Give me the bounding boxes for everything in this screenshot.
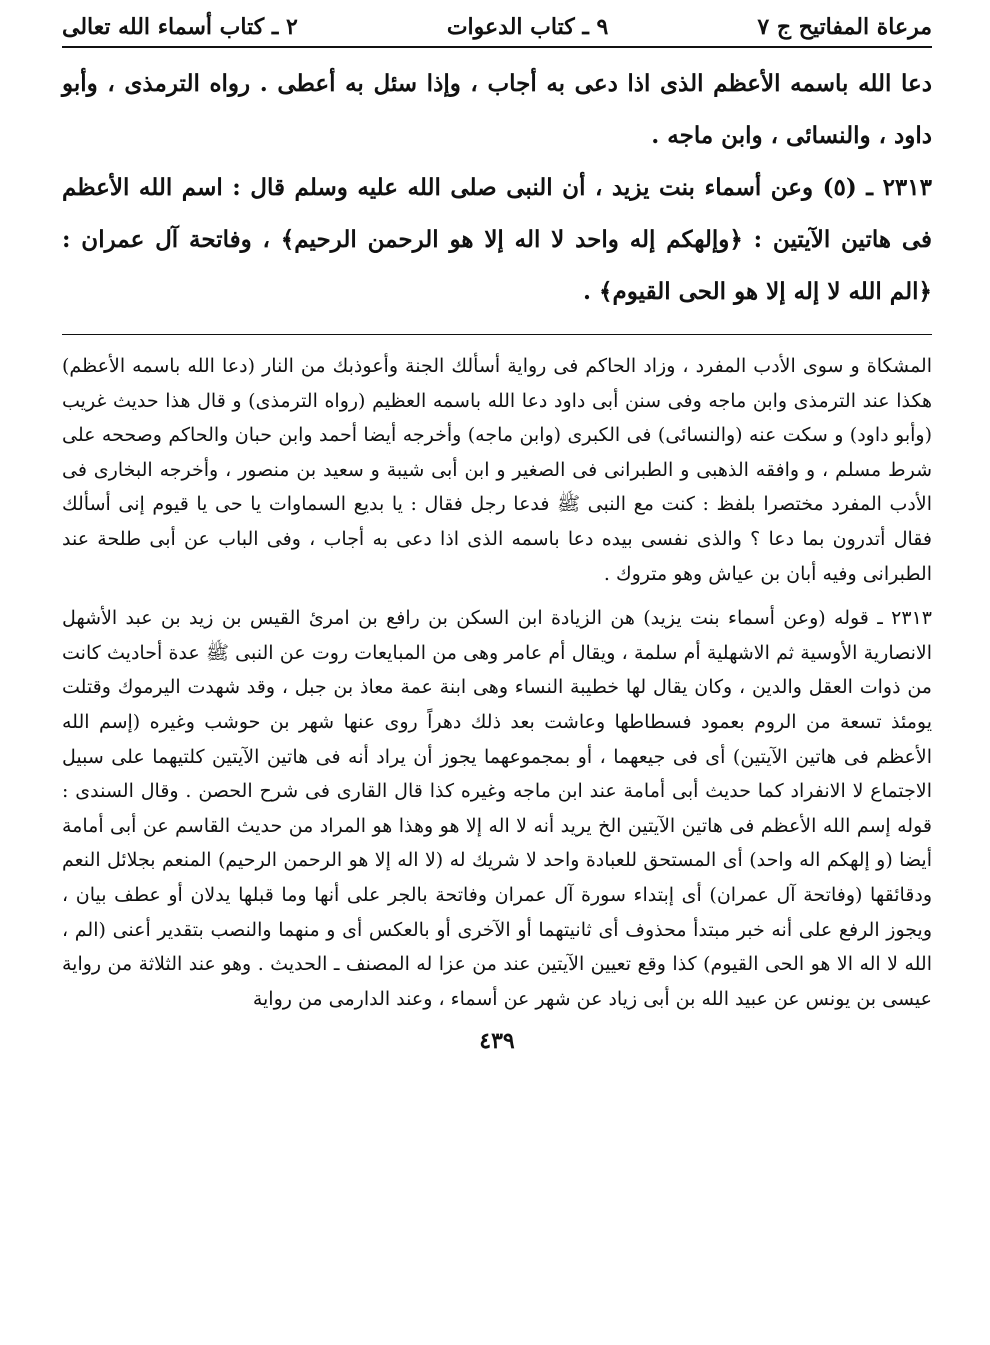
commentary-notes bbox=[62, 349, 932, 1016]
hadith-text bbox=[62, 58, 932, 318]
header-chapter: ٩ ـ كتاب الدعوات bbox=[446, 14, 609, 40]
running-header bbox=[62, 8, 932, 48]
commentary-paragraph: المشكاة و سوى الأدب المفرد ، وزاد الحاكم فى رواية أسألك الجنة وأعوذبك من النار (دعا الله باسمه الأعظم) هكذا عند الترمذى وابن ماجه وفى سنن أبى داود دعا الله باسمه العظيم (رواه الترمذى) و قال هذا حديث غريب (وأبو داود) و سكت عنه (والنسائى) فى الكبرى (وابن ماجه) وأخرجه أيضا أحمد وابن حبان والحاكم وصححه على شرط مسلم ، و وافقه الذهبى و الطبرانى فى الصغير و ابن أبى شيبة و سعيد بن منصور ، وأخرجه البخارى فى الأدب المفرد مختصرا بلفظ : كنت مع النبى ﷺ فدعا رجل فقال : يا بديع السماوات يا حى يا قيوم إنى أسألك فقال أتدرون بما دعا ؟ والذى نفسى بيده دعا باسمه الذى اذا دعى به أجاب ، وفى الباب عن أبى طلحة عند الطبرانى وفيه أبان بن عياش وهو متروك . bbox=[62, 355, 932, 585]
commentary-paragraph: ٢٣١٣ ـ قوله (وعن أسماء بنت يزيد) هن الزيادة ابن السكن بن رافع بن امرئ القيس بن زيد بن عبد الأشهل الانصارية الأوسية ثم الاشهلية أم سلمة ، ويقال أم عامر وهى من المبايعات روت عن النبى ﷺ عدة أحاديث كانت من ذوات العقل والدين ، وكان يقال لها خطيبة النساء وهى ابنة عمة معاذ بن جبل ، وقد شهدت اليرموك وقتلت يومئذ تسعة من الروم بعمود فسطاطها وعاشت بعد ذلك دهراً روى عنها شهر بن حوشب وغيره (إسم الله الأعظم فى هاتين الآيتين) أى فى جيعهما ، أو بمجموعهما يجوز أن يراد أنه فى هاتين الآيتين كلتيهما على سبيل الاجتماع لا الانفراد كما حديث أبى أمامة عند ابن ماجه وغيره كذا قال القارى فى شرح الحصن . وقال السندى : قوله إسم الله الأعظم فى هاتين الآيتين الخ يريد أنه لا اله إلا هو وهذا هو المراد من حديث القاسم عن أبى أمامة أيضا (و إلهكم اله واحد) أى المستحق للعبادة واحد لا شريك له (لا اله إلا هو الرحمن الرحيم) المنعم بجلائل النعم ودقائقها (وفاتحة آل عمران) أى إبتداء سورة آل عمران وفاتحة بالجر على أنها وما قبلها يدلان أو عطف بيان ، ويجوز الرفع على أنه خبر مبتدأ محذوف أى ثانيتهما أو الآخرى أو بالعكس أى و منهما والنصب بتقدير أعنى (الم ، الله لا اله الا هو الحى القيوم) كذا وقع تعيين الآيتين عند من عزا له المصنف ـ الحديث . وهو عند الثلاثة من رواية عيسى بن يونس عن عبيد الله بن أبى زياد عن شهر عن أسماء ، وعند الدارمى من رواية bbox=[62, 607, 932, 1010]
header-section: ٢ ـ كتاب أسماء الله تعالى bbox=[62, 14, 298, 40]
page-number: ٤٣٩ bbox=[479, 1028, 515, 1055]
hadith-paragraph: ٢٣١٣ ـ (٥) وعن أسماء بنت يزيد ، أن النبى صلى الله عليه وسلم قال : اسم الله الأعظم فى هاتين الآيتين : ﴿وإلهكم إله واحد لا اله إلا هو الرحمن الرحيم﴾ ، وفاتحة آل عمران : ﴿الم الله لا إله إلا هو الحى القيوم﴾ . bbox=[62, 174, 932, 305]
header-book-title: مرعاة المفاتيح ج ٧ bbox=[757, 14, 932, 40]
hadith-paragraph: دعا الله باسمه الأعظم الذى اذا دعى به أجاب ، وإذا سئل به أعطى . رواه الترمذى ، وأبو داود ، والنسائى ، وابن ماجه . bbox=[62, 70, 932, 149]
section-divider bbox=[62, 334, 932, 335]
